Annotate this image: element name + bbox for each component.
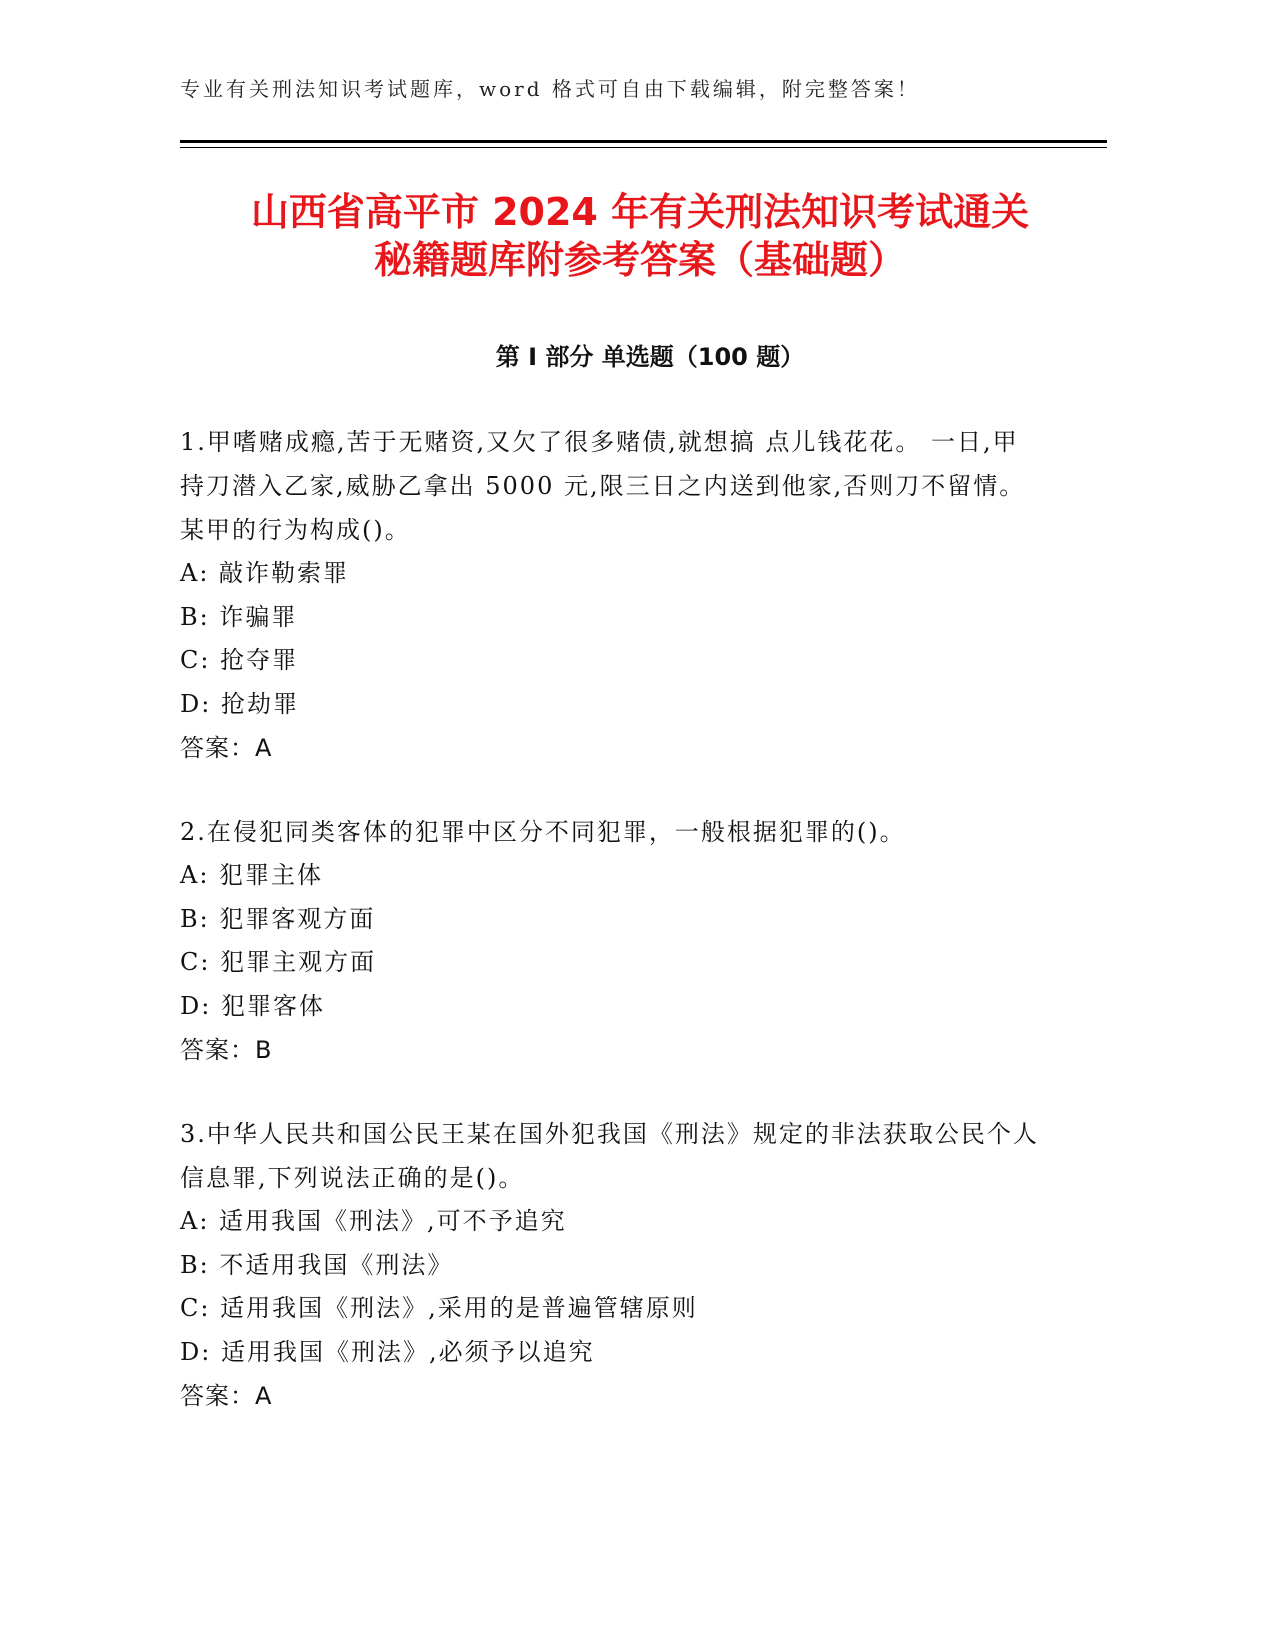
question-stem: 1.甲嗜赌成瘾,苦于无赌资,又欠了很多赌债,就想搞 点儿钱花花。 一日,甲持刀潜入乙家,威胁乙拿出 5000 元,限三日之内送到他家,否则刀不留情。某甲的行为构成()。	[180, 428, 1026, 544]
option-d: D: 抢劫罪	[180, 689, 299, 718]
question-2	[180, 810, 1040, 1072]
question-list	[180, 420, 1040, 1458]
option-d: D: 犯罪客体	[180, 991, 325, 1020]
option-b: B: 犯罪客观方面	[180, 904, 376, 933]
answer: 答案：A	[180, 734, 273, 762]
answer: 答案：A	[180, 1382, 273, 1410]
document-title-line-2: 秘籍题库附参考答案（基础题）	[373, 238, 906, 282]
document-title	[140, 188, 1140, 284]
answer: 答案：B	[180, 1036, 273, 1064]
option-d: D: 适用我国《刑法》,必须予以追究	[180, 1337, 595, 1366]
option-a: A: 适用我国《刑法》,可不予追究	[180, 1207, 567, 1235]
section-heading: 第 I 部分 单选题（100 题）	[495, 343, 805, 371]
header-divider-thick	[180, 140, 1107, 143]
question-stem: 2.在侵犯同类客体的犯罪中区分不同犯罪，一般根据犯罪的()。	[180, 818, 906, 846]
option-a: A: 犯罪主体	[180, 861, 324, 889]
option-a: A: 敲诈勒索罪	[180, 559, 350, 587]
option-c: C: 犯罪主观方面	[180, 948, 377, 976]
option-c: C: 适用我国《刑法》,采用的是普遍管辖原则	[180, 1294, 698, 1322]
option-c: C: 抢夺罪	[180, 646, 299, 674]
question-stem: 3.中华人民共和国公民王某在国外犯我国《刑法》规定的非法获取公民个人信息罪,下列说法正确的是()。	[180, 1120, 1039, 1192]
question-1	[180, 420, 1040, 770]
document-title-line-1: 山西省高平市 2024 年有关刑法知识考试通关	[250, 190, 1030, 234]
option-b: B: 不适用我国《刑法》	[180, 1250, 454, 1279]
option-b: B: 诈骗罪	[180, 602, 298, 631]
header-divider-thin	[180, 147, 1107, 148]
question-3	[180, 1112, 1040, 1418]
header-note: 专业有关刑法知识考试题库，word 格式可自由下载编辑，附完整答案！	[180, 77, 920, 101]
